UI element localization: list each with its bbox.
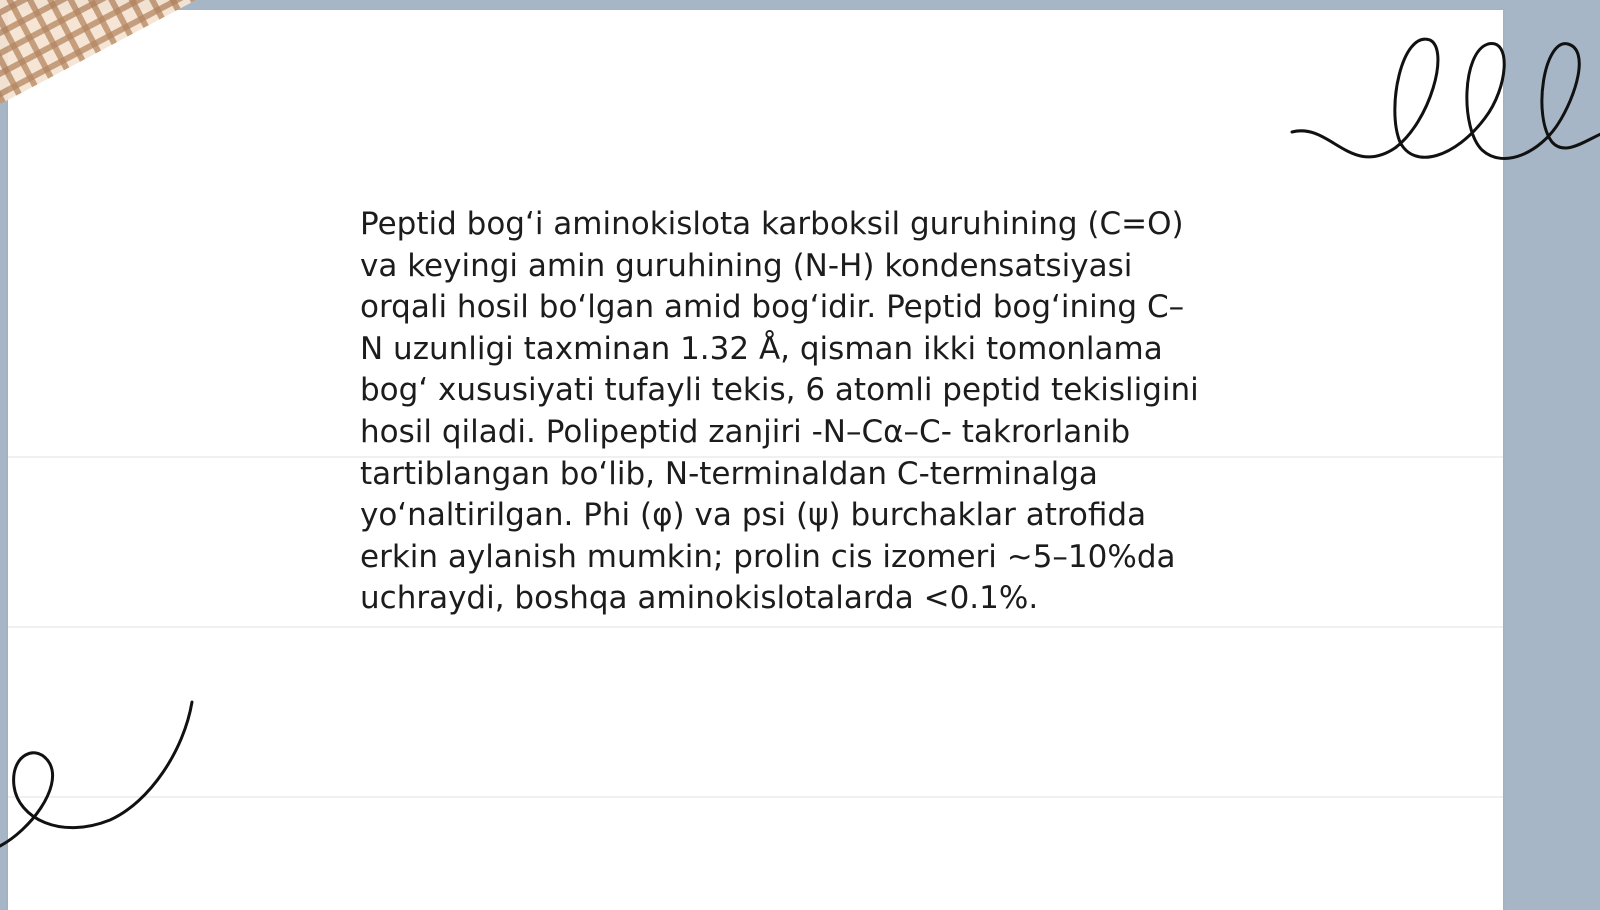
cursive-swirl-doodle — [0, 698, 200, 848]
ruled-line — [8, 626, 1503, 628]
cursive-loops-doodle — [1290, 30, 1600, 170]
body-paragraph: Peptid bog‘i aminokislota karboksil guruhining (C=O) va keyingi amin guruhining (N-H) kondensatsiyasi orqali hosil bo‘lgan amid bog‘idir. Peptid bog‘ining C– N uzunligi taxminan 1.32 Å, qisman ikki tomonlama bog‘ xususiyati tufayli tekis, 6 atomli peptid tekisligini hosil qiladi. Polipeptid zanjiri -N–Cα–C- takrorlanib tartiblangan bo‘lib, N-terminaldan C-terminalga yo‘naltirilgan. Phi (φ) va psi (ψ) burchaklar atrofida erkin aylanish mumkin; prolin cis izomeri ~5–10%da uchraydi, boshqa aminokislotalarda <0.1%. — [360, 206, 1199, 617]
ruled-line — [8, 796, 1503, 798]
